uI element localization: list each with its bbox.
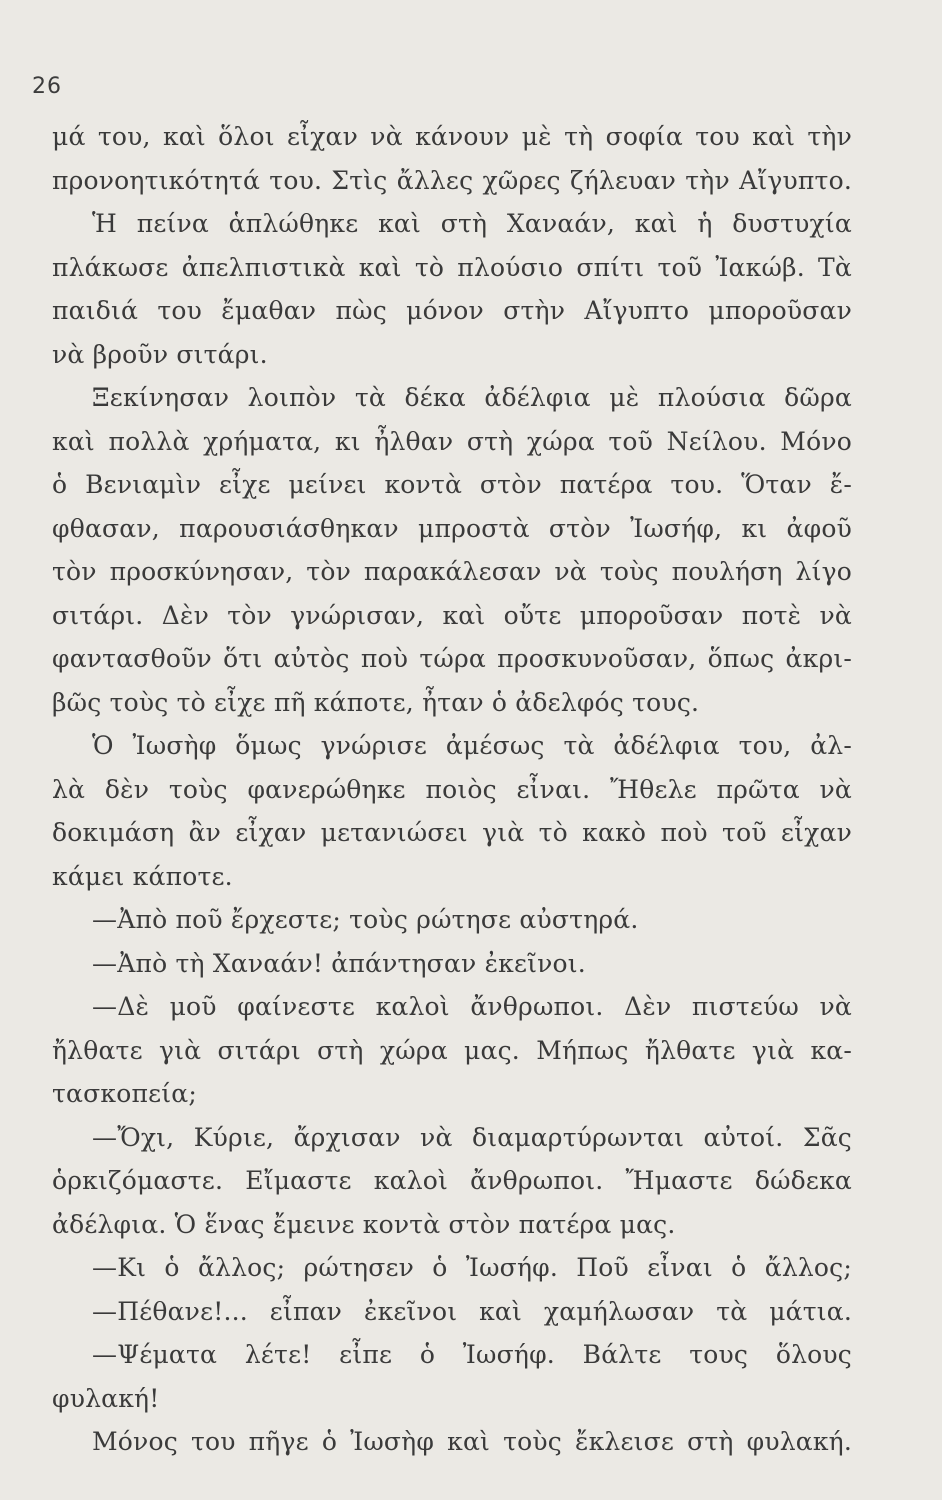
text-line: Ὁ Ἰωσὴφ ὅμως γνώρισε ἀμέσως τὰ ἀδέλφια του, ἀλ- [92, 731, 852, 760]
text-line: Μόνος του πῆγε ὁ Ἰωσὴφ καὶ τοὺς ἔκλεισε στὴ φυλακή. [92, 1427, 852, 1456]
text-line: ἤλθατε γιὰ σιτάρι στὴ χώρα μας. Μήπως ἤλθατε γιὰ κα- [52, 1035, 852, 1065]
text-line: νὰ βροῦν σιτάρι. [52, 339, 268, 369]
dialogue-line: —Ἀπὸ τὴ Χαναάν! ἀπάντησαν ἐκεῖνοι. [92, 948, 586, 978]
dialogue-line: —Πέθανε!... εἶπαν ἐκεῖνοι καὶ χαμήλωσαν τὰ μάτια. [92, 1296, 852, 1326]
text-line: σιτάρι. Δὲν τὸν γνώρισαν, καὶ οὔτε μποροῦσαν ποτὲ νὰ [52, 600, 852, 630]
dialogue-line: —Ἀπὸ ποῦ ἔρχεστε; τοὺς ρώτησε αὐστηρά. [92, 905, 639, 934]
text-line: προνοητικότητά του. Στὶς ἄλλες χῶρες ζήλευαν τὴν Αἴγυπτο. [52, 165, 852, 195]
text-line: τασκοπεία; [52, 1079, 197, 1108]
text-line: ὁ Βενιαμὶν εἶχε μείνει κοντὰ στὸν πατέρα του. Ὅταν ἔ- [52, 470, 852, 499]
text-line: ἀδέλφια. Ὁ ἕνας ἔμεινε κοντὰ στὸν πατέρα μας. [52, 1209, 676, 1239]
dialogue-line: —Ψέματα λέτε! εἶπε ὁ Ἰωσήφ. Βάλτε τους ὅλους [92, 1340, 852, 1369]
text-line: καὶ πολλὰ χρήματα, κι ἦλθαν στὴ χώρα τοῦ Νείλου. Μόνο [52, 426, 852, 456]
dialogue-line: —Κι ὁ ἄλλος; ρώτησεν ὁ Ἰωσήφ. Ποῦ εἶναι ὁ ἄλλος; [92, 1253, 852, 1282]
text-line: ὁρκιζόμαστε. Εἴμαστε καλοὶ ἄνθρωποι. Ἤμαστε δώδεκα [52, 1166, 852, 1195]
text-line: Ξεκίνησαν λοιπὸν τὰ δέκα ἀδέλφια μὲ πλούσια δῶρα [92, 383, 852, 412]
text-line: μά του, καὶ ὅλοι εἶχαν νὰ κάνουν μὲ τὴ σοφία του καὶ τὴν [52, 122, 852, 151]
page-number: 26 [32, 74, 62, 99]
text-line: φυλακή! [52, 1383, 160, 1413]
text-line: κάμει κάποτε. [52, 861, 233, 891]
text-line: πλάκωσε ἀπελπιστικὰ καὶ τὸ πλούσιο σπίτι τοῦ Ἰακώβ. Τὰ [52, 252, 852, 282]
text-line: λὰ δὲν τοὺς φανερώθηκε ποιὸς εἶναι. Ἤθελε πρῶτα νὰ [52, 774, 852, 804]
text-line: τὸν προσκύνησαν, τὸν παρακάλεσαν νὰ τοὺς πουλήση λίγο [52, 557, 852, 586]
text-line: δοκιμάση ἂν εἶχαν μετανιώσει γιὰ τὸ κακὸ ποὺ τοῦ εἶχαν [52, 818, 852, 847]
text-line: φθασαν, παρουσιάσθηκαν μπροστὰ στὸν Ἰωσήφ, κι ἀφοῦ [52, 513, 852, 543]
text-line: φαντασθοῦν ὅτι αὐτὸς ποὺ τώρα προσκυνοῦσαν, ὅπως ἀκρι- [52, 644, 852, 673]
text-line: Ἡ πείνα ἁπλώθηκε καὶ στὴ Χαναάν, καὶ ἡ δυστυχία [92, 209, 852, 238]
dialogue-line: —Ὄχι, Κύριε, ἄρχισαν νὰ διαμαρτύρωνται αὐτοί. Σᾶς [92, 1122, 852, 1152]
dialogue-line: —Δὲ μοῦ φαίνεστε καλοὶ ἄνθρωποι. Δὲν πιστεύω νὰ [92, 992, 852, 1021]
text-line: παιδιά του ἔμαθαν πὼς μόνον στὴν Αἴγυπτο μποροῦσαν [52, 296, 852, 325]
body-text [52, 115, 852, 1464]
text-line: βῶς τοὺς τὸ εἶχε πῆ κάποτε, ἦταν ὁ ἀδελφός τους. [52, 687, 700, 717]
